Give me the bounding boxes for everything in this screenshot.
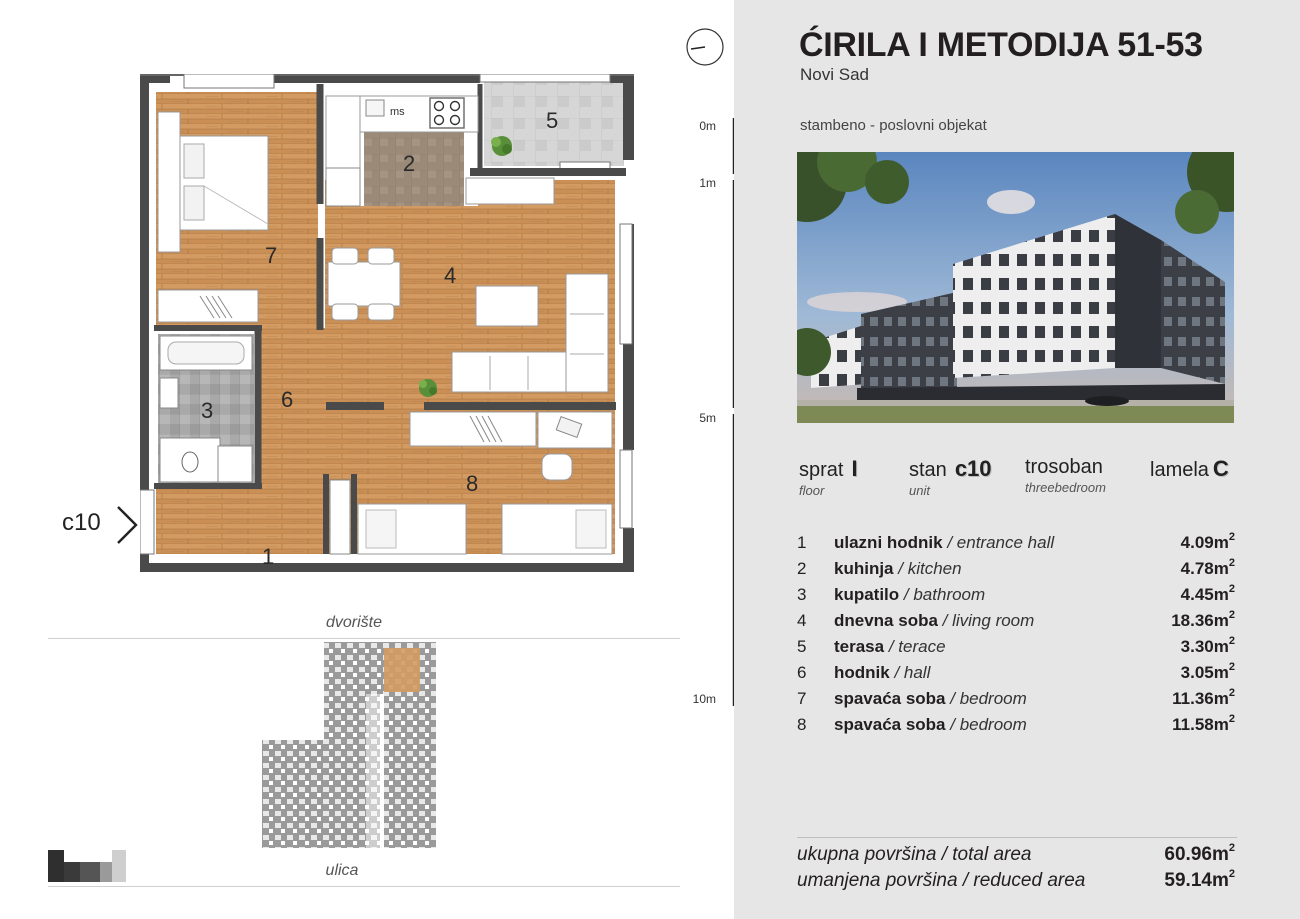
room-number: 3	[797, 585, 807, 604]
room-area: 3.30m	[1180, 637, 1229, 656]
lamella-label: lamela	[1150, 459, 1209, 481]
room-number-5: 5	[546, 108, 559, 133]
room-name: spavaća soba	[834, 715, 946, 734]
unit-info	[909, 456, 992, 498]
total-area-value: 60.96m	[1164, 844, 1229, 865]
room-number: 2	[797, 559, 807, 578]
room-number: 8	[797, 715, 807, 734]
list-item	[797, 611, 1237, 637]
room-number: 7	[797, 689, 807, 708]
list-item	[797, 715, 1237, 741]
room-number-2: 2	[403, 151, 416, 176]
area-superscript: 2	[1228, 557, 1235, 569]
room-area: 4.45m	[1180, 585, 1229, 604]
room-name-en: / bathroom	[903, 585, 986, 604]
total-area-label: ukupna površina / total area	[797, 844, 1032, 865]
room-number-4: 4	[444, 263, 457, 288]
type-info	[1025, 456, 1106, 495]
area-superscript: 2	[1228, 713, 1235, 725]
list-item	[797, 689, 1237, 715]
area-superscript: 2	[1228, 661, 1235, 673]
city-label: Novi Sad	[800, 65, 869, 84]
plant-icon	[419, 379, 437, 397]
room-number: 6	[797, 663, 807, 682]
floor-info	[799, 456, 858, 498]
room-area: 11.36m	[1172, 689, 1229, 708]
room-number: 5	[797, 637, 807, 656]
unit-value: c10	[954, 456, 992, 481]
chevron-right-icon	[114, 505, 140, 545]
room-name-en: / terace	[888, 637, 946, 656]
scale-label-10: 10m	[692, 692, 716, 706]
floor-value: I	[851, 456, 858, 481]
room-number-3: 3	[201, 398, 214, 423]
divider	[48, 886, 680, 887]
room-name-en: / entrance hall	[947, 533, 1055, 552]
room-number-1: 1	[262, 544, 275, 569]
room-area: 4.09m	[1180, 533, 1229, 552]
room-number: 4	[797, 611, 807, 630]
type-label: trosoban	[1025, 456, 1103, 478]
room-name: spavaća soba	[834, 689, 946, 708]
area-superscript: 2	[1228, 868, 1235, 880]
street-label: ulica	[325, 862, 359, 879]
key-plan-icon	[48, 850, 128, 887]
divider	[797, 837, 1237, 838]
room-name: ulazni hodnik	[834, 533, 943, 552]
unit-marker-label: c10	[62, 509, 101, 536]
room-number-8: 8	[466, 471, 479, 496]
unit-label: stan	[909, 459, 947, 481]
list-item	[797, 559, 1237, 585]
microwave-label: ms	[390, 106, 405, 118]
north-arrow-icon	[685, 27, 725, 67]
total-area-row	[797, 844, 1237, 866]
list-item	[797, 585, 1237, 611]
floor-plan-drawing	[140, 74, 634, 572]
lamella-info	[1150, 456, 1229, 482]
room-name-en: / bedroom	[950, 689, 1027, 708]
room-name: dnevna soba	[834, 611, 938, 630]
room-number: 1	[797, 533, 807, 552]
reduced-area-label: umanjena površina / reduced area	[797, 870, 1086, 891]
room-name: hodnik	[834, 663, 890, 682]
building-render-image	[797, 152, 1234, 423]
room-name-en: / bedroom	[950, 715, 1027, 734]
room-number-6: 6	[281, 387, 294, 412]
scale-label-0: 0m	[699, 119, 716, 133]
room-name-en: / hall	[894, 663, 931, 682]
site-plan	[262, 642, 440, 852]
scale-label-1: 1m	[699, 176, 716, 190]
room-area: 11.58m	[1172, 715, 1229, 734]
area-superscript: 2	[1228, 583, 1235, 595]
floor-label-en: floor	[799, 483, 825, 498]
room-name: terasa	[834, 637, 885, 656]
floor-label: sprat	[799, 459, 844, 481]
list-item	[797, 533, 1237, 559]
list-item	[797, 637, 1237, 663]
courtyard-label: dvorište	[325, 614, 383, 631]
room-name: kuhinja	[834, 559, 894, 578]
lamella-value: C	[1212, 456, 1229, 481]
rooms-list	[797, 533, 1237, 741]
reduced-area-row	[797, 870, 1237, 892]
room-area: 18.36m	[1171, 611, 1229, 630]
scale-label-5: 5m	[699, 411, 716, 425]
area-superscript: 2	[1228, 687, 1235, 699]
page-title: ĆIRILA I METODIJA 51-53	[799, 26, 1203, 64]
building-type-label: stambeno - poslovni objekat	[800, 117, 987, 134]
room-area: 3.05m	[1180, 663, 1229, 682]
area-superscript: 2	[1228, 531, 1235, 543]
type-label-en: threebedroom	[1025, 480, 1106, 495]
reduced-area-value: 59.14m	[1164, 870, 1229, 891]
room-name-en: / living room	[942, 611, 1035, 630]
area-superscript: 2	[1228, 609, 1235, 621]
floor-plan	[140, 74, 634, 572]
area-superscript: 2	[1228, 842, 1235, 854]
room-name-en: / kitchen	[898, 559, 962, 578]
unit-label-en: unit	[909, 483, 930, 498]
room-area: 4.78m	[1180, 559, 1229, 578]
area-superscript: 2	[1228, 635, 1235, 647]
room-number-7: 7	[265, 243, 278, 268]
divider	[48, 638, 680, 639]
room-name: kupatilo	[834, 585, 900, 604]
unit-entrance-marker	[62, 505, 142, 545]
list-item	[797, 663, 1237, 689]
